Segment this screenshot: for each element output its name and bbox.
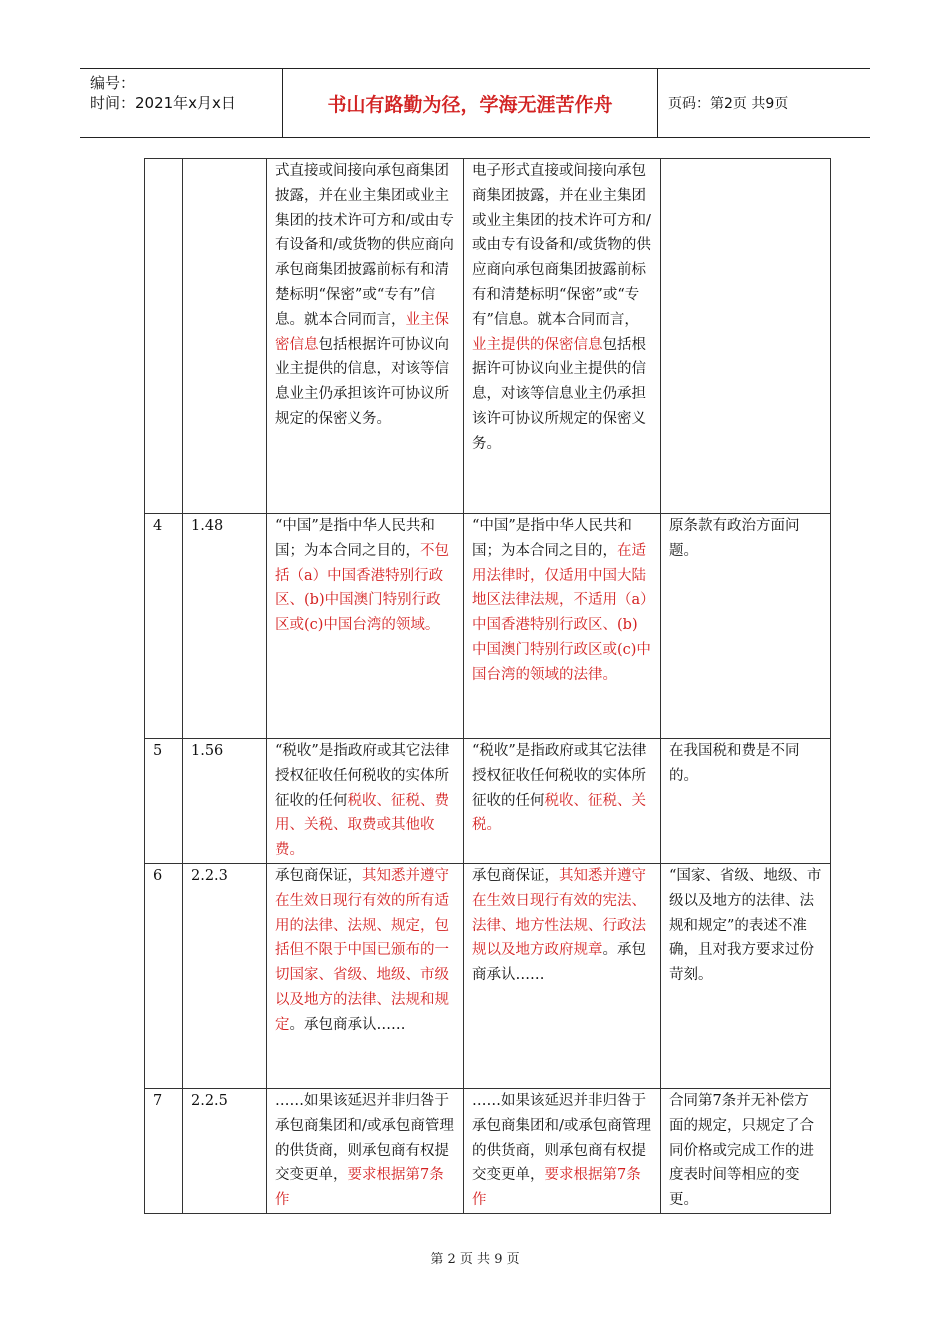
table-row: [145, 1089, 831, 1214]
original-clause-cell: [267, 739, 464, 864]
original-clause-cell: [267, 1089, 464, 1214]
clause-text: “税收”是指政府或其它法律授权征收任何税收的实体所征收的任何: [472, 743, 647, 809]
clause-text: 承包商保证，: [275, 868, 362, 884]
clause-number-cell: 1.48: [183, 514, 267, 739]
revised-clause-cell: [464, 864, 661, 1089]
revised-clause-cell: [464, 1089, 661, 1214]
clause-number-cell: [183, 159, 267, 514]
clause-text: “中国”是指中华人民共和国；为本合同之目的，: [472, 518, 632, 559]
clause-text: ……如果该延迟并非归咎于承包商集团和/或承包商管理的供货商，则承包商有权提交变更单，: [472, 1093, 651, 1184]
date-label: 时间：2021年x月x日: [90, 94, 236, 112]
highlighted-text: 其知悉并遵守在生效日现行有效的所有适用的法律、法规、规定，包括但不限于中国已颁布的一切国家、省级、地级、市级以及地方的法律、法规和规定: [275, 868, 449, 1033]
revised-clause-cell: [464, 514, 661, 739]
clause-text: 。承包商承认……: [472, 942, 646, 984]
highlighted-text: 业主保密信息: [275, 311, 449, 353]
table-body: [145, 159, 831, 1214]
table-row: [145, 864, 831, 1089]
header-meta: [80, 69, 283, 137]
clause-text: 包括根据许可协议向业主提供的信息，对该等信息业主仍承担该许可协议所规定的保密义务。: [275, 336, 449, 427]
highlighted-text: 要求根据第7条作: [275, 1167, 444, 1209]
header-page-info: 页码：第2页 共9页: [668, 96, 789, 112]
highlighted-text: 要求根据第7条作: [472, 1167, 641, 1209]
highlighted-text: 税收、征税、关税。: [472, 792, 646, 834]
clause-text: 电子形式直接或间接向承包商集团披露，并在业主集团或业主集团的技术许可方和/或由专有设备和/或货物的供应商向承包商集团披露前标有和清楚标明“保密”或“专有”信息。就本合同而言，: [472, 163, 651, 328]
row-number-cell: 7: [145, 1089, 183, 1214]
original-clause-cell: [267, 864, 464, 1089]
contract-comparison-table: [144, 158, 831, 1214]
row-number-cell: [145, 159, 183, 514]
row-number-cell: 6: [145, 864, 183, 1089]
original-clause-cell: [267, 514, 464, 739]
table-row: [145, 739, 831, 864]
reason-cell: [661, 159, 831, 514]
row-number-cell: 5: [145, 739, 183, 864]
reason-cell: “国家、省级、地级、市级以及地方的法律、法规和规定”的表述不准确，且对我方要求过份苛刻。: [661, 864, 831, 1089]
reason-cell: 在我国税和费是不同的。: [661, 739, 831, 864]
highlighted-text: 税收、征税、费用、关税、取费或其他收费。: [275, 792, 449, 859]
clause-text: 承包商保证，: [472, 868, 559, 884]
reason-cell: 原条款有政治方面问题。: [661, 514, 831, 739]
clause-number-cell: 1.56: [183, 739, 267, 864]
page-footer: 第 2 页 共 9 页: [430, 1252, 520, 1267]
reason-cell: 合同第7条并无补偿方面的规定，只规定了合同价格或完成工作的进度表时间等相应的变更。: [661, 1089, 831, 1214]
clause-number-cell: 2.2.3: [183, 864, 267, 1089]
original-clause-cell: [267, 159, 464, 514]
number-label: 编号：: [90, 74, 136, 92]
highlighted-text: 其知悉并遵守在生效日现行有效的宪法、法律、地方性法规、行政法规以及地方政府规章: [472, 868, 646, 959]
clause-text: 包括根据许可协议向业主提供的信息，对该等信息业主仍承担该许可协议所规定的保密义务。: [472, 336, 646, 452]
page-header: [80, 68, 870, 138]
table-row: [145, 514, 831, 739]
highlighted-text: 在适用法律时，仅适用中国大陆地区法律法规，不适用（a）中国香港特别行政区、(b)中国澳门特别行政区或(c)中国台湾的领域的法律。: [472, 542, 651, 683]
table-row: [145, 159, 831, 514]
revised-clause-cell: [464, 739, 661, 864]
header-motto: 书山有路勤为径，学海无涯苦作舟: [283, 69, 658, 137]
revised-clause-cell: [464, 159, 661, 514]
clause-text: ……如果该延迟并非归咎于承包商集团和/或承包商管理的供货商，则承包商有权提交变更单，: [275, 1093, 454, 1184]
highlighted-text: 不包括（a）中国香港特别行政区、(b)中国澳门特别行政区或(c)中国台湾的领域。: [275, 542, 449, 634]
highlighted-text: 业主提供的保密信息: [472, 336, 603, 353]
clause-text: “税收”是指政府或其它法律授权征收任何税收的实体所征收的任何: [275, 743, 450, 809]
row-number-cell: 4: [145, 514, 183, 739]
clause-number-cell: 2.2.5: [183, 1089, 267, 1214]
clause-text: 。承包商承认……: [289, 1016, 406, 1033]
clause-text: 式直接或间接向承包商集团披露，并在业主集团或业主集团的技术许可方和/或由专有设备和/或货物的供应商向承包商集团披露前标有和清楚标明“保密”或“专有”信息。就本合同而言，: [275, 163, 454, 328]
clause-text: “中国”是指中华人民共和国；为本合同之目的，: [275, 518, 435, 559]
